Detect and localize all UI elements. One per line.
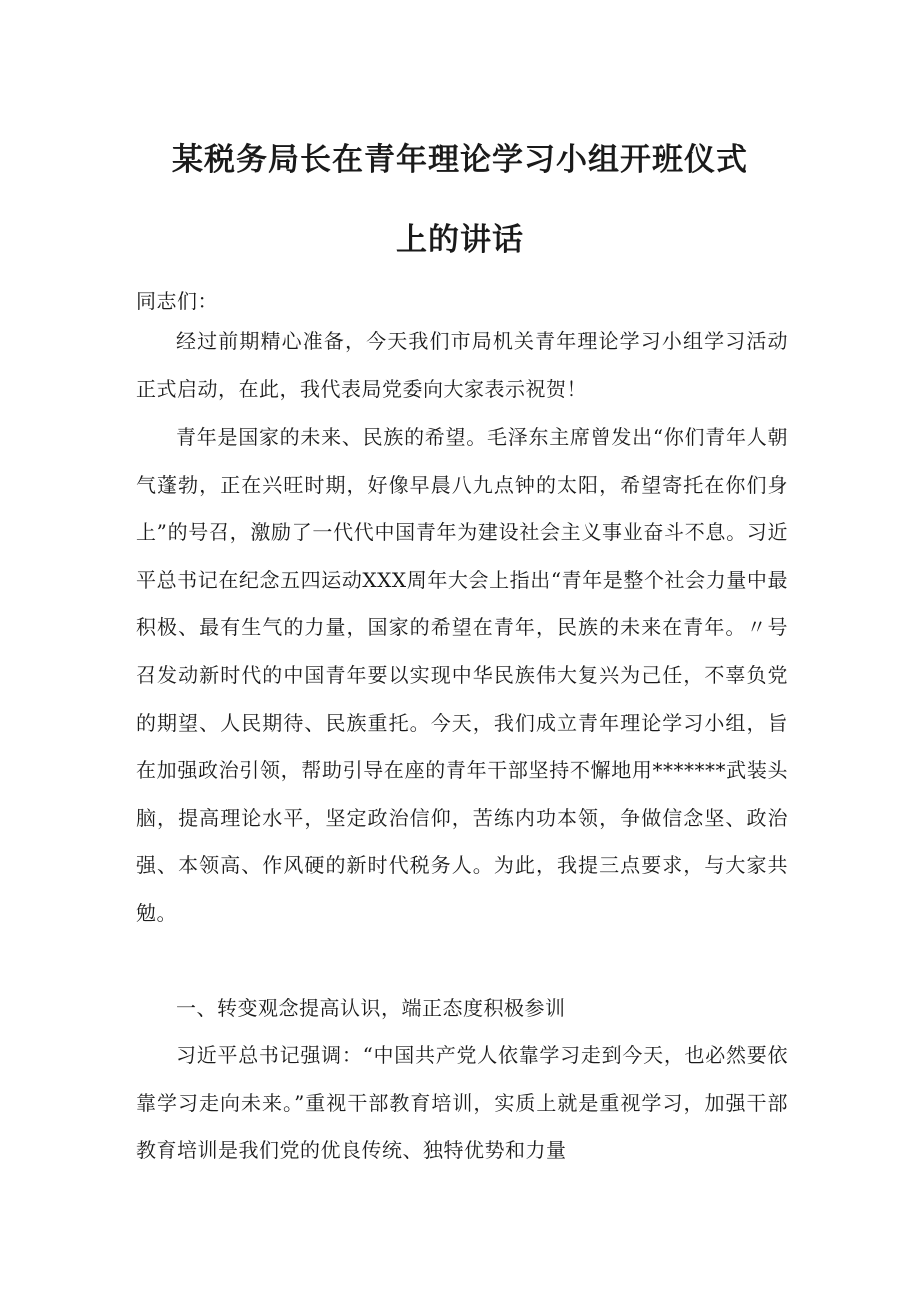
salutation: 同志们： (136, 289, 218, 313)
paragraph-study-importance: 习近平总书记强调：“中国共产党人依靠学习走到今天，也必然要依靠学习走向未来。”重视干部教育培训，实质上就是重视学习，加强干部教育培训是我们党的优良传统、独特优势和力量 (136, 1043, 788, 1163)
document-title-line-2: 上的讲话 (396, 222, 524, 258)
paragraph-youth-significance: 青年是国家的未来、民族的希望。毛泽东主席曾发出“你们青年人朝气蓬勃，正在兴旺时期，好像早晨八九点钟的太阳，希望寄托在你们身上”的号召，激励了一代代中国青年为建设社会主义事业奋斗不息。习近平总书记在纪念五四运动XXX周年大会上指出“青年是整个社会力量中最积极、最有生气的力量，国家的希望在青年，民族的未来在青年。〃号召发动新时代的中国青年要以实现中华民族伟大复兴为己任，不辜负党的期望、人民期待、民族重托。今天，我们成立青年理论学习小组，旨在加强政治引领，帮助引导在座的青年干部坚持不懈地用*******武装头脑，提高理论水平，坚定政治信仰，苦练内功本领，争做信念坚、政治强、本领高、作风硬的新时代税务人。为此，我提三点要求，与大家共勉。 (136, 425, 788, 925)
paragraph-opening: 经过前期精心准备，今天我们市局机关青年理论学习小组学习活动正式启动，在此，我代表局党委向大家表示祝贺！ (136, 329, 788, 401)
section-heading-1: 一、转变观念提高认识，端正态度积极参训 (176, 996, 566, 1020)
document-title-line-1: 某税务局长在青年理论学习小组开班仪式 (172, 142, 748, 178)
